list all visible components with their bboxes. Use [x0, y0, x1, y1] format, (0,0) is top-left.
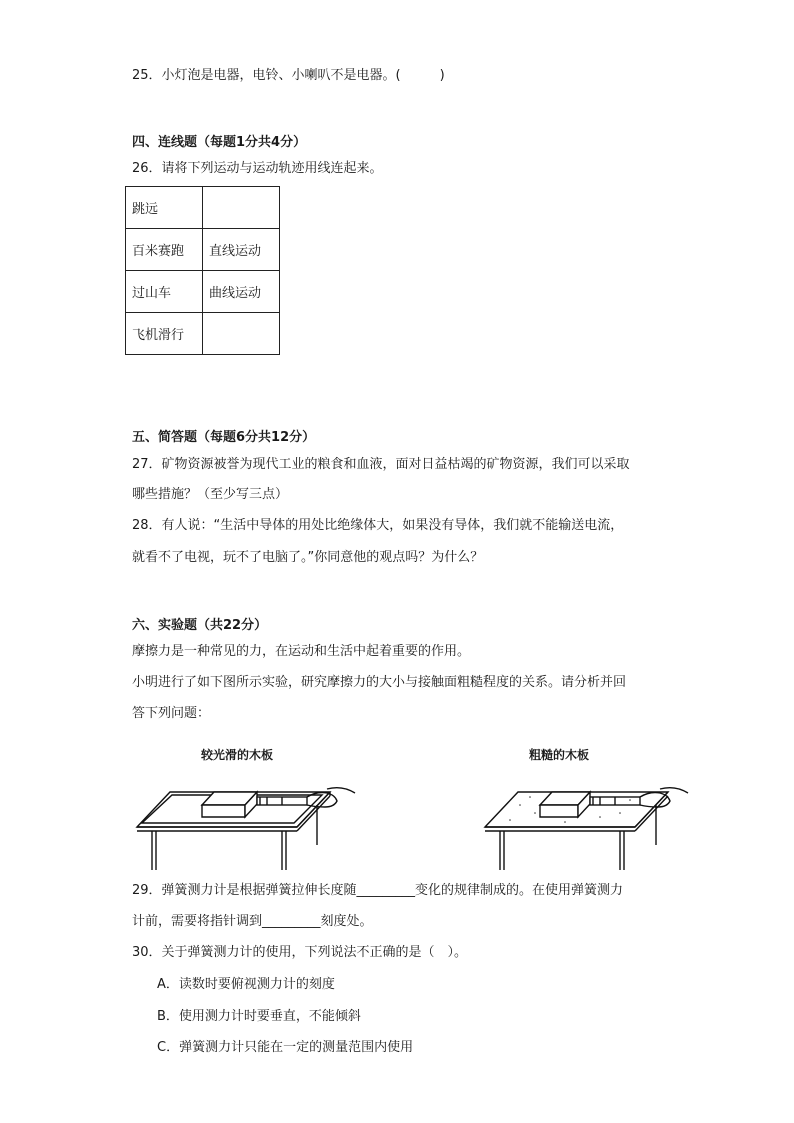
question-29-line-1: 29．弹簧测力计是根据弹簧拉伸长度随_________变化的规律制成的。在使用弹簧测力 [132, 883, 624, 898]
option-a: A．读数时要俯视测力计的刻度 [157, 977, 335, 992]
matching-table [125, 186, 280, 355]
question-27-line-2: 哪些措施？（至少写三点） [132, 487, 289, 502]
table-cell-track: 曲线运动 [203, 271, 280, 313]
table-cell-track [203, 313, 280, 355]
experiment-intro-3: 答下列问题： [132, 706, 211, 721]
section-6-heading: 六、实验题（共22分） [132, 618, 268, 633]
question-28-line-2: 就看不了电视，玩不了电脑了。”你同意他的观点吗？为什么？ [132, 550, 484, 565]
table-cell-motion: 跳远 [126, 187, 203, 229]
option-b: B．使用测力计时要垂直，不能倾斜 [157, 1009, 361, 1024]
table-row [126, 187, 280, 229]
figure-left-label: 较光滑的木板 [201, 748, 274, 762]
question-25: 25．小灯泡是电器，电铃、小喇叭不是电器。( ) [132, 68, 445, 83]
table-cell-motion: 百米赛跑 [126, 229, 203, 271]
table-row [126, 313, 280, 355]
question-28-line-1: 28．有人说：“生活中导体的用处比绝缘体大，如果没有导体，我们就不能输送电流， [132, 518, 624, 533]
question-26: 26．请将下列运动与运动轨迹用线连起来。 [132, 161, 383, 176]
experiment-intro-1: 摩擦力是一种常见的力，在运动和生活中起着重要的作用。 [132, 644, 471, 659]
table-cell-motion: 飞机滑行 [126, 313, 203, 355]
table-cell-motion: 过山车 [126, 271, 203, 313]
rough-board-figure [480, 775, 705, 870]
figure-right-label: 粗糙的木板 [529, 748, 590, 762]
section-4-heading: 四、连线题（每题1分共4分） [132, 135, 307, 150]
table-row [126, 271, 280, 313]
table-row [126, 229, 280, 271]
question-29-line-2: 计前，需要将指针调到_________刻度处。 [132, 914, 373, 929]
option-c: C．弹簧测力计只能在一定的测量范围内使用 [157, 1040, 414, 1055]
experiment-intro-2: 小明进行了如下图所示实验，研究摩擦力的大小与接触面粗糙程度的关系。请分析并回 [132, 675, 627, 690]
smooth-board-figure [132, 775, 367, 870]
question-30: 30．关于弹簧测力计的使用，下列说法不正确的是（ ）。 [132, 945, 468, 960]
section-5-heading: 五、简答题（每题6分共12分） [132, 430, 316, 445]
table-cell-track: 直线运动 [203, 229, 280, 271]
table-cell-track [203, 187, 280, 229]
question-27-line-1: 27．矿物资源被誉为现代工业的粮食和血液，面对日益枯竭的矿物资源，我们可以采取 [132, 457, 630, 472]
